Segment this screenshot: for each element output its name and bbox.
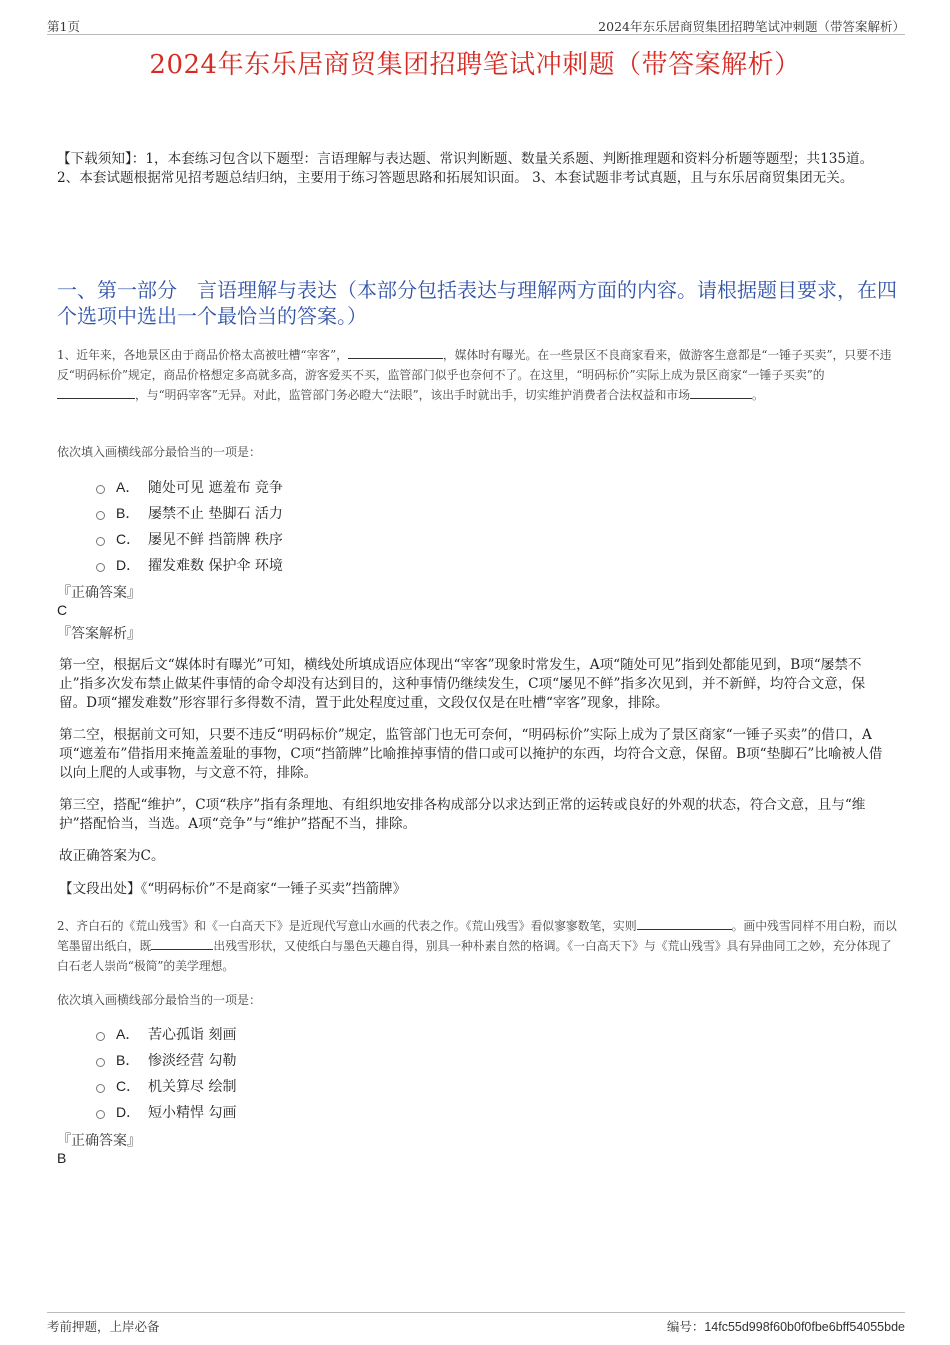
option-d[interactable]: D． 短小精悍 勾画 bbox=[96, 1099, 236, 1125]
radio-icon[interactable] bbox=[96, 511, 105, 520]
radio-icon[interactable] bbox=[96, 485, 105, 494]
correct-answer: C bbox=[57, 602, 68, 618]
option-c[interactable]: C． 屡见不鲜 挡箭牌 秩序 bbox=[96, 526, 283, 552]
correct-answer: B bbox=[57, 1150, 67, 1166]
radio-icon[interactable] bbox=[96, 537, 105, 546]
question-1-options bbox=[96, 474, 283, 578]
radio-icon[interactable] bbox=[96, 1032, 105, 1041]
blank-2 bbox=[57, 386, 135, 399]
source-citation: 【文段出处】《“明码标价”不是商家“一锤子买卖”挡箭牌》 bbox=[59, 881, 407, 897]
question-2-prompt: 依次填入画横线部分最恰当的一项是： bbox=[57, 993, 262, 1007]
analysis-paragraph-1: 第一空，根据后文“媒体时有曝光”可知，横线处所填成语应体现出“宰客”现象时常发生，A项“随处可见”指到处都能见到，B项“屡禁不止”指多次发布禁止做某件事情的命令却没有达到目的，这种事情仍继续发生，C项“屡见不鲜”指多次见到，并不新鲜，均符合文意，保留。D项“擢发难数”形容罪行多得数不清，置于此处程度过重，文段仅仅是在吐槽“宰客”现象，排除。 bbox=[59, 657, 866, 711]
question-1-prompt: 依次填入画横线部分最恰当的一项是： bbox=[57, 445, 262, 459]
document-title: 2024年东乐居商贸集团招聘笔试冲刺题（带答案解析） bbox=[149, 50, 801, 80]
radio-icon[interactable] bbox=[96, 1058, 105, 1067]
radio-icon[interactable] bbox=[96, 1084, 105, 1093]
correct-answer-label: 『正确答案』 bbox=[57, 585, 141, 601]
correct-answer-label: 『正确答案』 bbox=[57, 1133, 141, 1149]
question-2-stem: 2、齐白石的《荒山残雪》和《一白高天下》是近现代写意山水画的代表之作。《荒山残雪》看似寥寥数笔，实则 。画中残雪同样不用白粉，而以笔墨留出纸白，既 出残雪形状，又使纸白与墨色天趣自得，别具一种朴素自然的格调。《一白高天下》与《荒山残雪》具有异曲同工之妙，充分体现了白石老人崇尚“极简”的美学理想。 bbox=[57, 919, 897, 973]
section-title: 一、第一部分 言语理解与表达（本部分包括表达与理解两方面的内容。请根据题目要求，在四个选项中选出一个最恰当的答案。） bbox=[57, 278, 897, 328]
option-b[interactable]: B． 屡禁不止 垫脚石 活力 bbox=[96, 500, 283, 526]
option-d[interactable]: D． 擢发难数 保护伞 环境 bbox=[96, 552, 283, 578]
page-footer bbox=[47, 1312, 905, 1335]
page-number-label: 第1页 bbox=[47, 19, 80, 34]
blank-3 bbox=[690, 386, 752, 399]
analysis-conclusion: 故正确答案为C。 bbox=[59, 848, 165, 864]
question-2-options bbox=[96, 1021, 236, 1125]
blank-1 bbox=[348, 346, 443, 359]
radio-icon[interactable] bbox=[96, 563, 105, 572]
option-a[interactable]: A． 随处可见 遮羞布 竞争 bbox=[96, 474, 283, 500]
analysis-paragraph-3: 第三空，搭配“维护”，C项“秩序”指有条理地、有组织地安排各构成部分以求达到正常的运转或良好的外观的状态，符合文意，且与“维护”搭配恰当，当选。A项“竞争”与“维护”搭配不当，排除。 bbox=[59, 797, 866, 832]
footer-code: 编号：14fc55d998f60b0f0fbe6bff54055bde bbox=[666, 1319, 905, 1334]
header-doc-title: 2024年东乐居商贸集团招聘笔试冲刺题（带答案解析） bbox=[598, 19, 905, 34]
page-header bbox=[47, 14, 905, 35]
radio-icon[interactable] bbox=[96, 1110, 105, 1119]
option-c[interactable]: C． 机关算尽 绘制 bbox=[96, 1073, 236, 1099]
analysis-label: 『答案解析』 bbox=[57, 626, 141, 642]
blank-1 bbox=[637, 917, 732, 930]
footer-slogan: 考前押题，上岸必备 bbox=[47, 1319, 160, 1334]
download-notice: 【下载须知】：1，本套练习包含以下题型：言语理解与表达题、常识判断题、数量关系题、判断推理题和资料分析题等题型；共135道。 2、本套试题根据常见招考题总结归纳，主要用于练习答题思路和拓展知识面。 3、本套试题非考试真题，且与东乐居商贸集团无关。 bbox=[57, 151, 874, 186]
option-a[interactable]: A． 苦心孤诣 刻画 bbox=[96, 1021, 236, 1047]
option-b[interactable]: B． 惨淡经营 勾勒 bbox=[96, 1047, 236, 1073]
blank-2 bbox=[151, 937, 213, 950]
analysis-paragraph-2: 第二空，根据前文可知，只要不违反“明码标价”规定，监管部门也无可奈何，“明码标价”实际上成为了景区商家“一锤子买卖”的借口，A项“遮羞布”借指用来掩盖羞耻的事物，C项“挡箭牌”比喻推掉事情的借口或可以掩护的东西，均符合文意，保留。B项“垫脚石”比喻被人借以向上爬的人或事物，与文意不符，排除。 bbox=[59, 727, 883, 781]
question-1-stem: 1、近年来，各地景区由于商品价格太高被吐槽“宰客”， ，媒体时有曝光。在一些景区不良商家看来，做游客生意都是“一锤子买卖”，只要不违反“明码标价”规定，商品价格想定多高就多高，游客爱买不买，监管部门似乎也奈何不了。在这里，“明码标价”实际上成为景区商家“一锤子买卖”的，与“明码宰客”无异。对此，监管部门务必瞪大“法眼”，该出手时就出手，切实维护消费者合法权益和市场 。 bbox=[57, 348, 892, 402]
